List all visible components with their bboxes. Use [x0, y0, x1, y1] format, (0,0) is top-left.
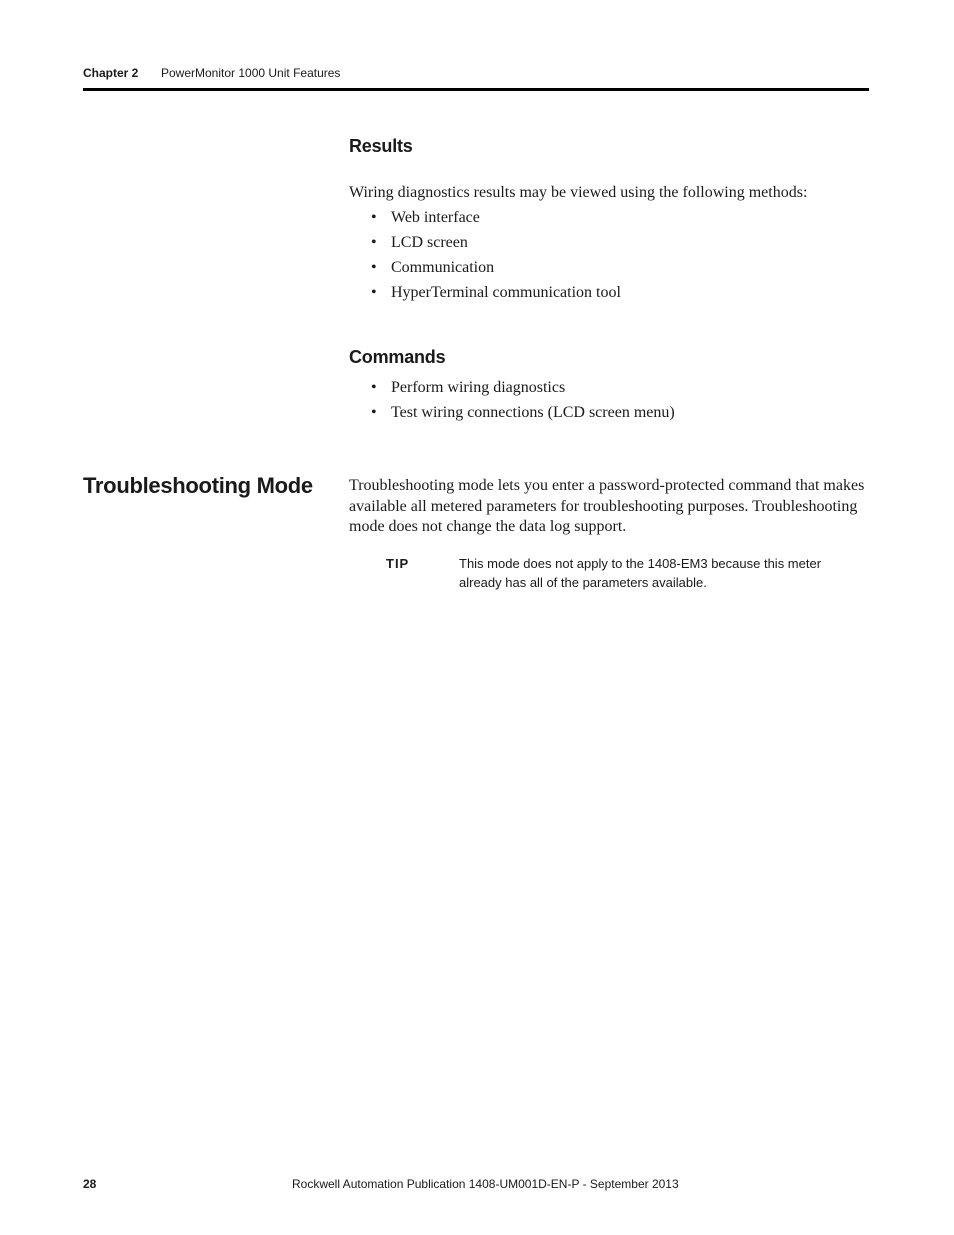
- tip-label: TIP: [386, 556, 410, 571]
- chapter-title: PowerMonitor 1000 Unit Features: [161, 66, 341, 80]
- page-number: 28: [83, 1177, 97, 1191]
- bullet-icon: •: [371, 404, 377, 421]
- list-item: • HyperTerminal communication tool: [371, 284, 621, 301]
- publication-info: Rockwell Automation Publication 1408-UM001D-EN-P - September 2013: [292, 1177, 679, 1191]
- troubleshooting-body: Troubleshooting mode lets you enter a password-protected command that makes available all metered parameters for troubleshooting purposes. Troubleshooting mode does not change the data log support.: [349, 477, 865, 535]
- troubleshooting-heading: Troubleshooting Mode: [83, 473, 313, 498]
- list-item: • Test wiring connections (LCD screen menu): [371, 404, 675, 421]
- bullet-icon: •: [371, 209, 377, 226]
- results-list: [349, 208, 621, 308]
- bullet-icon: •: [371, 259, 377, 276]
- commands-heading: Commands: [349, 347, 446, 367]
- header-divider: [83, 88, 869, 91]
- tip-text: This mode does not apply to the 1408-EM3 because this meter already has all of the parameters available.: [459, 556, 822, 590]
- list-item: • LCD screen: [371, 234, 468, 251]
- bullet-icon: •: [371, 379, 377, 396]
- bullet-icon: •: [371, 284, 377, 301]
- commands-list: [349, 378, 675, 428]
- results-heading: Results: [349, 136, 413, 156]
- list-item: • Web interface: [371, 209, 480, 226]
- chapter-label: Chapter 2: [83, 66, 139, 80]
- bullet-icon: •: [371, 234, 377, 251]
- list-item: • Communication: [371, 259, 495, 276]
- list-item: • Perform wiring diagnostics: [371, 379, 566, 396]
- results-intro: Wiring diagnostics results may be viewed using the following methods:: [349, 184, 808, 201]
